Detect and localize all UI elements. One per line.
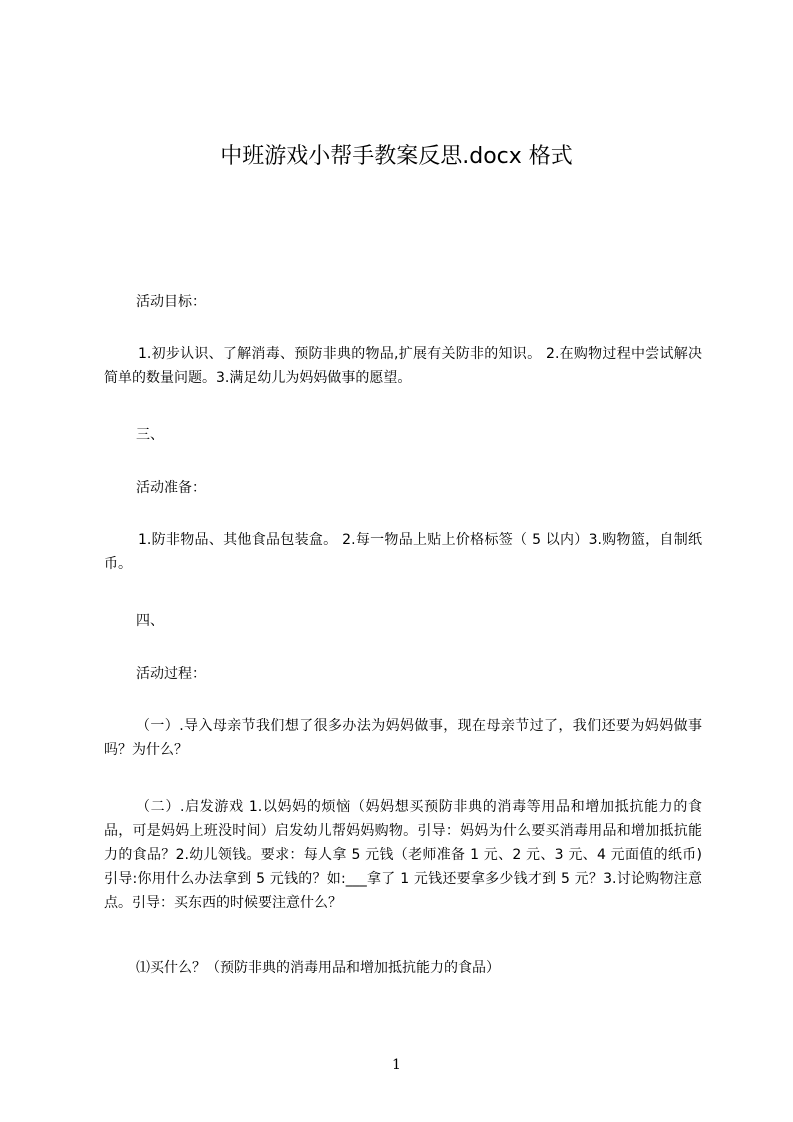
section-heading-activity-goals: 活动目标：	[136, 294, 206, 310]
paragraph-process-part-two: （二）.启发游戏 1.以妈妈的烦恼（妈妈想买预防非典的消毒等用品和增加抵抗能力的食品，可是妈妈上班没时间）启发幼儿帮妈妈购物。引导：妈妈为什么要买消毒用品和增加抵抗能力的食品？2.幼儿领钱。要求：每人拿 5 元钱（老师准备 1 元、2 元、3 元、4 元面值的纸币)引导:你用什么办法拿到 5 元钱的？如:___拿了 1 元钱还要拿多少钱才到 5 元？3.讨论购物注意点。引导：买东西的时候要注意什么？	[104, 799, 702, 911]
paragraph-process-part-one: （一）.导入母亲节我们想了很多办法为妈妈做事，现在母亲节过了，我们还要为妈妈做事吗？为什么？	[104, 718, 702, 758]
page-number: 1	[392, 1057, 401, 1073]
section-number-three: 三、	[136, 427, 164, 443]
section-heading-activity-preparation: 活动准备：	[136, 480, 206, 496]
paragraph-what-to-buy: ⑴买什么？（预防非典的消毒用品和增加抵抗能力的食品）	[136, 960, 500, 976]
paragraph-activity-goals: 1.初步认识、了解消毒、预防非典的物品,扩展有关防非的知识。 2.在购物过程中尝试解决简单的数量问题。3.满足幼儿为妈妈做事的愿望。	[104, 346, 702, 386]
section-number-four: 四、	[136, 613, 164, 629]
paragraph-activity-preparation: 1.防非物品、其他食品包装盒。 2.每一物品上贴上价格标签（ 5 以内）3.购物篮，自制纸币。	[104, 532, 702, 572]
document-title: 中班游戏小帮手教案反思.docx 格式	[220, 144, 573, 169]
section-heading-activity-process: 活动过程：	[136, 666, 206, 682]
